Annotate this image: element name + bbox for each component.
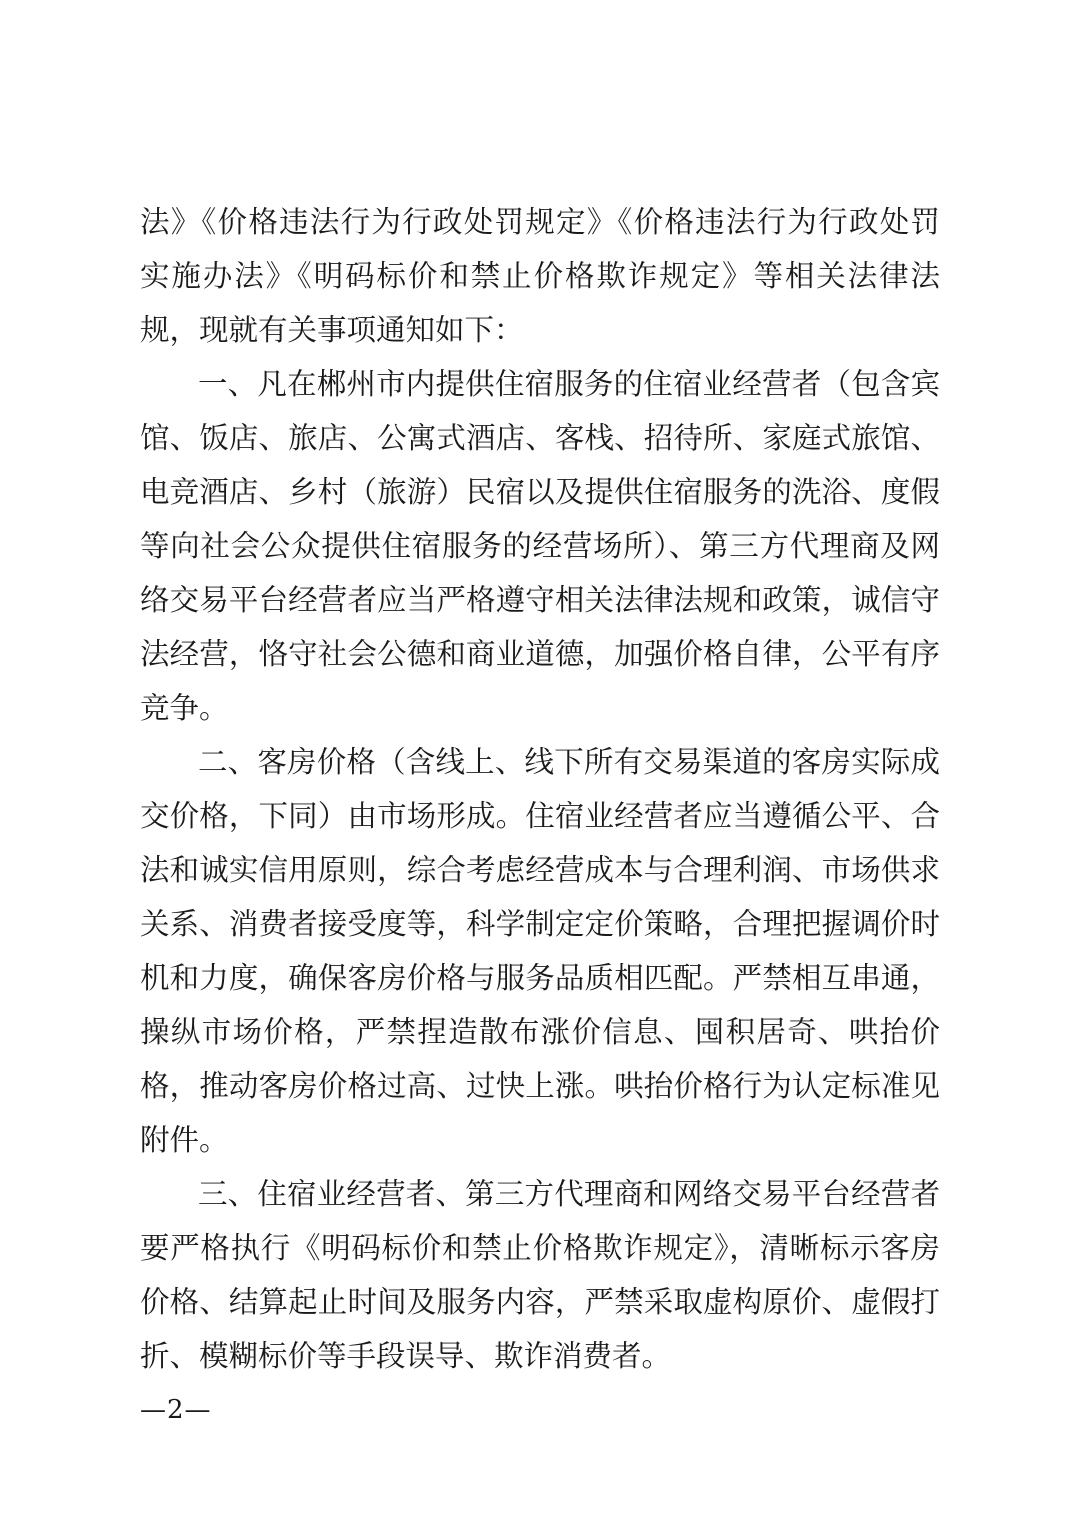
body-text-line: 机和力度，确保客房价格与服务品质相匹配。严禁相互串通，: [140, 961, 940, 995]
body-text-line: 规，现就有关事项通知如下：: [140, 313, 524, 347]
paragraph-three-start: 三、住宿业经营者、第三方代理商和网络交易平台经营者: [198, 1177, 940, 1211]
body-text-line: 要严格执行《明码标价和禁止价格欺诈规定》，清晰标示客房: [140, 1231, 940, 1265]
body-text-line: 实施办法》《明码标价和禁止价格欺诈规定》等相关法律法: [140, 259, 940, 293]
body-text-line: 价格、结算起止时间及服务内容，严禁采取虚构原价、虚假打: [140, 1285, 940, 1319]
body-text-line: 法和诚实信用原则，综合考虑经营成本与合理利润、市场供求: [140, 853, 940, 887]
body-text-line: 折、模糊标价等手段误导、欺诈消费者。: [140, 1339, 672, 1373]
body-text-line: 电竞酒店、乡村（旅游）民宿以及提供住宿服务的洗浴、度假: [140, 475, 940, 509]
body-text-line: 关系、消费者接受度等，科学制定定价策略，合理把握调价时: [140, 907, 940, 941]
body-text-line: 馆、饭店、旅店、公寓式酒店、客栈、招待所、家庭式旅馆、: [140, 421, 940, 455]
body-text-line: 交价格，下同）由市场形成。住宿业经营者应当遵循公平、合: [140, 799, 940, 833]
paragraph-two-start: 二、客房价格（含线上、线下所有交易渠道的客房实际成: [198, 745, 940, 779]
body-text-line: 法经营，恪守社会公德和商业道德，加强价格自律，公平有序: [140, 637, 940, 671]
body-text-line: 络交易平台经营者应当严格遵守相关法律法规和政策，诚信守: [140, 583, 940, 617]
body-text-line: 格，推动客房价格过高、过快上涨。哄抬价格行为认定标准见: [140, 1069, 940, 1103]
body-text-line: 等向社会公众提供住宿服务的经营场所）、第三方代理商及网: [140, 529, 940, 563]
paragraph-one-start: 一、凡在郴州市内提供住宿服务的住宿业经营者（包含宾: [198, 367, 940, 401]
page-number: —2—: [140, 1395, 212, 1425]
body-text-line: 法》《价格违法行为行政处罚规定》《价格违法行为行政处罚: [140, 205, 940, 239]
body-text-line: 附件。: [140, 1123, 229, 1157]
body-text-line: 操纵市场价格，严禁捏造散布涨价信息、囤积居奇、哄抬价: [140, 1015, 940, 1049]
body-text-line: 竞争。: [140, 691, 229, 725]
